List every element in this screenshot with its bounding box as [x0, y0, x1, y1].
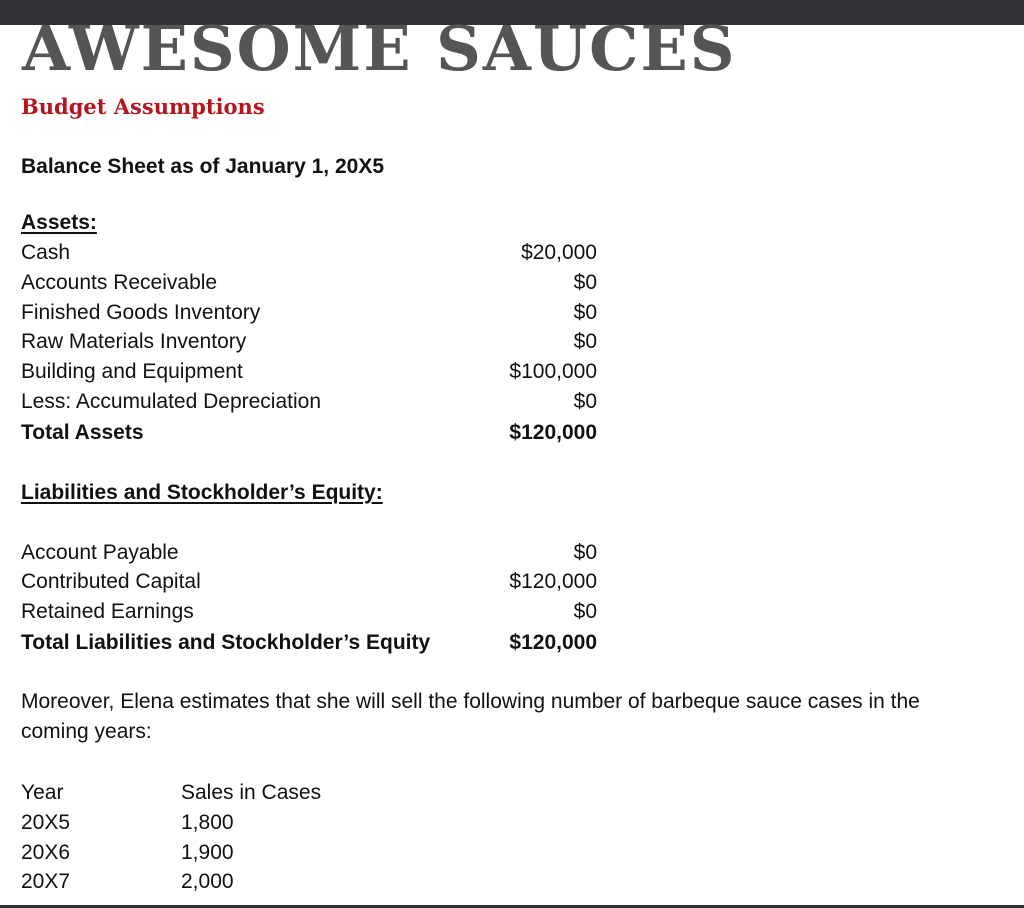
sales-table-cases-cell: 2,000 [181, 870, 234, 893]
total-assets-label: Total Assets [21, 421, 144, 444]
asset-label-finished-goods: Finished Goods Inventory [21, 301, 261, 324]
sales-table-cases-cell: 1,800 [181, 811, 234, 834]
sales-table-cases-cell: 1,900 [181, 841, 234, 864]
asset-label-raw-materials: Raw Materials Inventory [21, 330, 247, 353]
asset-value-cash: $20,000 [521, 241, 597, 264]
total-liabilities-value: $120,000 [509, 631, 597, 654]
asset-label-accounts-receivable: Accounts Receivable [21, 271, 218, 294]
asset-value-raw-materials: $0 [573, 330, 597, 353]
total-liabilities-label: Total Liabilities and Stockholder’s Equity [21, 631, 431, 654]
sales-table-header-sales: Sales in Cases [181, 781, 322, 804]
liability-label-contributed-capital: Contributed Capital [21, 570, 201, 593]
liability-value-account-payable: $0 [573, 541, 597, 564]
liability-value-contributed-capital: $120,000 [509, 570, 597, 593]
asset-label-accumulated-depreciation: Less: Accumulated Depreciation [21, 390, 321, 413]
document-subtitle: Budget Assumptions [21, 94, 265, 119]
asset-value-accumulated-depreciation: $0 [573, 390, 597, 413]
total-assets-value: $120,000 [509, 421, 597, 444]
liabilities-heading: Liabilities and Stockholder’s Equity: [21, 481, 383, 504]
liability-value-retained-earnings: $0 [573, 600, 597, 623]
asset-label-cash: Cash [21, 241, 71, 264]
asset-value-accounts-receivable: $0 [573, 271, 597, 294]
sales-table-year-cell: 20X5 [21, 811, 71, 834]
asset-value-finished-goods: $0 [573, 301, 597, 324]
document-title: AWESOME SAUCES [22, 12, 737, 85]
sales-table-year-cell: 20X6 [21, 841, 71, 864]
asset-value-building-equipment: $100,000 [509, 360, 597, 383]
liability-label-retained-earnings: Retained Earnings [21, 600, 194, 623]
sales-estimate-paragraph: Moreover, Elena estimates that she will sell the following number of barbeque sauce cases in the coming years: [21, 690, 920, 743]
liability-label-account-payable: Account Payable [21, 541, 179, 564]
sales-table-header-year: Year [21, 781, 64, 804]
sales-table-year-cell: 20X7 [21, 870, 71, 893]
asset-label-building-equipment: Building and Equipment [21, 360, 243, 383]
balance-sheet-heading: Balance Sheet as of January 1, 20X5 [21, 155, 385, 178]
assets-heading: Assets: [21, 211, 97, 234]
